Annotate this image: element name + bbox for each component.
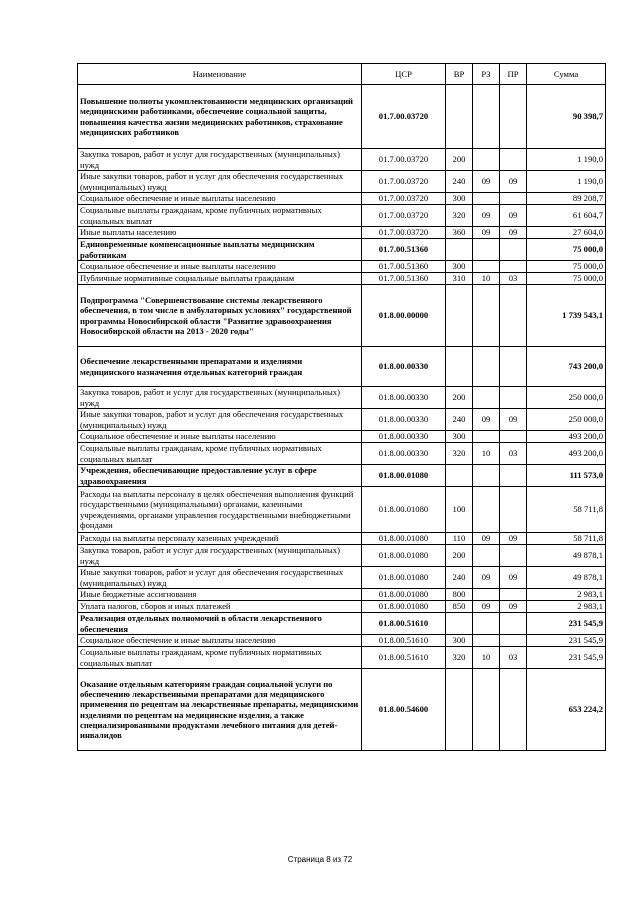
cell-csr: 01.8.00.51610 <box>362 647 446 669</box>
table-row <box>78 647 606 669</box>
cell-csr: 01.8.00.01080 <box>362 589 446 601</box>
cell-csr: 01.8.00.00330 <box>362 443 446 465</box>
cell-csr: 01.7.00.03720 <box>362 85 446 149</box>
cell-csr: 01.8.00.01080 <box>362 465 446 487</box>
cell-vr: 240 <box>446 409 473 431</box>
table-row <box>78 273 606 285</box>
cell-pr <box>500 261 527 273</box>
cell-pr <box>500 613 527 635</box>
cell-vr: 300 <box>446 635 473 647</box>
cell-sum: 89 208,7 <box>527 193 606 205</box>
cell-name: Иные бюджетные ассигнования <box>78 589 362 601</box>
cell-sum: 58 711,8 <box>527 487 606 533</box>
cell-pr: 09 <box>500 227 527 239</box>
cell-vr: 300 <box>446 193 473 205</box>
cell-sum: 90 398,7 <box>527 85 606 149</box>
cell-sum: 75 000,0 <box>527 273 606 285</box>
cell-rz <box>473 465 500 487</box>
cell-name: Социальное обеспечение и иные выплаты населению <box>78 193 362 205</box>
cell-vr: 240 <box>446 567 473 589</box>
cell-name: Социальные выплаты гражданам, кроме публичных нормативных социальных выплат <box>78 205 362 227</box>
table-row <box>78 431 606 443</box>
table-row <box>78 149 606 171</box>
cell-pr: 09 <box>500 533 527 545</box>
cell-pr: 03 <box>500 647 527 669</box>
cell-rz <box>473 193 500 205</box>
cell-csr: 01.8.00.00330 <box>362 431 446 443</box>
cell-vr: 850 <box>446 601 473 613</box>
cell-name: Обеспечение лекарственными препаратами и изделиями медицинского назначения отдельных категорий граждан <box>78 347 362 387</box>
cell-vr: 300 <box>446 261 473 273</box>
cell-name: Закупка товаров, работ и услуг для государственных (муниципальных) нужд <box>78 149 362 171</box>
cell-name: Расходы на выплаты персоналу казенных учреждений <box>78 533 362 545</box>
table-row <box>78 601 606 613</box>
cell-sum: 653 224,2 <box>527 669 606 751</box>
cell-csr: 01.8.00.01080 <box>362 487 446 533</box>
cell-rz <box>473 545 500 567</box>
cell-csr: 01.8.00.00330 <box>362 347 446 387</box>
cell-pr: 09 <box>500 601 527 613</box>
header-csr: ЦСР <box>362 64 446 85</box>
cell-vr: 310 <box>446 273 473 285</box>
table-row <box>78 285 606 347</box>
table-row <box>78 261 606 273</box>
cell-vr: 320 <box>446 443 473 465</box>
cell-name: Реализация отдельных полномочий в области лекарственного обеспечения <box>78 613 362 635</box>
table-row <box>78 465 606 487</box>
cell-vr: 100 <box>446 487 473 533</box>
cell-vr: 320 <box>446 647 473 669</box>
cell-name: Закупка товаров, работ и услуг для государственных (муниципальных) нужд <box>78 387 362 409</box>
cell-sum: 49 878,1 <box>527 567 606 589</box>
table-row <box>78 239 606 261</box>
cell-pr <box>500 589 527 601</box>
cell-vr <box>446 239 473 261</box>
cell-name: Подпрограмма "Совершенствование системы лекарственного обеспечения, в том числе в амбулаторных условиях" государственной программы Новосибирской области "Развитие здравоохранения Новосибирской области на 2013 - 2020 годы" <box>78 285 362 347</box>
cell-pr <box>500 149 527 171</box>
cell-name: Социальное обеспечение и иные выплаты населению <box>78 431 362 443</box>
cell-csr: 01.8.00.01080 <box>362 567 446 589</box>
cell-rz <box>473 261 500 273</box>
cell-pr <box>500 347 527 387</box>
cell-rz <box>473 487 500 533</box>
cell-rz: 09 <box>473 601 500 613</box>
cell-name: Иные выплаты населению <box>78 227 362 239</box>
cell-pr: 03 <box>500 443 527 465</box>
table-row <box>78 635 606 647</box>
cell-rz: 09 <box>473 409 500 431</box>
table-row <box>78 193 606 205</box>
cell-csr: 01.8.00.01080 <box>362 545 446 567</box>
cell-rz <box>473 239 500 261</box>
header-rz: РЗ <box>473 64 500 85</box>
cell-sum: 231 545,9 <box>527 613 606 635</box>
cell-rz: 09 <box>473 227 500 239</box>
cell-csr: 01.7.00.51360 <box>362 273 446 285</box>
cell-name: Иные закупки товаров, работ и услуг для обеспечения государственных (муниципальных) нужд <box>78 171 362 193</box>
cell-pr <box>500 635 527 647</box>
cell-csr: 01.8.00.00000 <box>362 285 446 347</box>
cell-csr: 01.7.00.51360 <box>362 239 446 261</box>
cell-csr: 01.8.00.00330 <box>362 409 446 431</box>
cell-rz: 09 <box>473 567 500 589</box>
cell-name: Учреждения, обеспечивающие предоставление услуг в сфере здравоохранения <box>78 465 362 487</box>
table-row <box>78 567 606 589</box>
header-name: Наименование <box>78 64 362 85</box>
cell-sum: 111 573,0 <box>527 465 606 487</box>
cell-pr: 09 <box>500 171 527 193</box>
cell-name: Оказание отдельным категориям граждан социальной услуги по обеспечению лекарственными препаратами для медицинского применения по рецептам на лекарственные препараты, медицинскими изделиями по рецептам на медицинские изделия, а также специализированными продуктами лечебного питания для детей-инвалидов <box>78 669 362 751</box>
cell-sum: 2 983,1 <box>527 589 606 601</box>
cell-csr: 01.8.00.51610 <box>362 613 446 635</box>
cell-pr <box>500 193 527 205</box>
cell-sum: 231 545,9 <box>527 647 606 669</box>
table-row <box>78 387 606 409</box>
cell-sum: 250 000,0 <box>527 387 606 409</box>
cell-sum: 250 000,0 <box>527 409 606 431</box>
cell-vr <box>446 285 473 347</box>
cell-sum: 1 739 543,1 <box>527 285 606 347</box>
cell-sum: 1 190,0 <box>527 149 606 171</box>
cell-vr: 110 <box>446 533 473 545</box>
cell-pr: 09 <box>500 567 527 589</box>
cell-pr <box>500 239 527 261</box>
cell-sum: 2 983,1 <box>527 601 606 613</box>
cell-pr: 09 <box>500 205 527 227</box>
cell-sum: 27 604,0 <box>527 227 606 239</box>
cell-rz <box>473 149 500 171</box>
cell-sum: 61 604,7 <box>527 205 606 227</box>
cell-csr: 01.7.00.03720 <box>362 171 446 193</box>
cell-sum: 75 000,0 <box>527 239 606 261</box>
table-body <box>78 85 606 751</box>
cell-pr <box>500 487 527 533</box>
cell-pr: 09 <box>500 409 527 431</box>
table-row <box>78 589 606 601</box>
cell-rz <box>473 85 500 149</box>
cell-rz <box>473 669 500 751</box>
table-row <box>78 487 606 533</box>
cell-vr <box>446 85 473 149</box>
cell-rz <box>473 589 500 601</box>
cell-vr <box>446 347 473 387</box>
table-row <box>78 205 606 227</box>
cell-name: Расходы на выплаты персоналу в целях обеспечения выполнения функций государственными (муниципальными) органами, казенными учреждениями, органами управления государственными внебюджетными фондами <box>78 487 362 533</box>
cell-rz: 10 <box>473 443 500 465</box>
table-row <box>78 669 606 751</box>
cell-name: Социальное обеспечение и иные выплаты населению <box>78 261 362 273</box>
cell-name: Иные закупки товаров, работ и услуг для обеспечения государственных (муниципальных) нужд <box>78 409 362 431</box>
cell-name: Единовременные компенсационные выплаты медицинским работникам <box>78 239 362 261</box>
cell-rz <box>473 613 500 635</box>
cell-name: Уплата налогов, сборов и иных платежей <box>78 601 362 613</box>
cell-sum: 743 200,0 <box>527 347 606 387</box>
cell-vr: 320 <box>446 205 473 227</box>
cell-sum: 493 200,0 <box>527 443 606 465</box>
cell-name: Повышение полноты укомплектованности медицинских организаций медицинскими работниками, обеспечение социальной защиты, повышения качества жизни медицинских работников, страхование медицинских работников <box>78 85 362 149</box>
table-row <box>78 347 606 387</box>
table-row <box>78 443 606 465</box>
cell-pr <box>500 669 527 751</box>
table-row <box>78 613 606 635</box>
cell-sum: 1 190,0 <box>527 171 606 193</box>
cell-name: Иные закупки товаров, работ и услуг для обеспечения государственных (муниципальных) нужд <box>78 567 362 589</box>
cell-vr <box>446 669 473 751</box>
cell-rz <box>473 635 500 647</box>
cell-sum: 49 878,1 <box>527 545 606 567</box>
cell-sum: 231 545,9 <box>527 635 606 647</box>
cell-csr: 01.8.00.51610 <box>362 635 446 647</box>
cell-csr: 01.8.00.01080 <box>362 533 446 545</box>
cell-pr <box>500 465 527 487</box>
table-header-row <box>78 64 606 85</box>
cell-rz <box>473 387 500 409</box>
cell-pr <box>500 387 527 409</box>
cell-vr: 240 <box>446 171 473 193</box>
cell-name: Закупка товаров, работ и услуг для государственных (муниципальных) нужд <box>78 545 362 567</box>
table-row <box>78 227 606 239</box>
cell-name: Социальные выплаты гражданам, кроме публичных нормативных социальных выплат <box>78 443 362 465</box>
cell-rz: 09 <box>473 171 500 193</box>
cell-rz: 09 <box>473 205 500 227</box>
table-row <box>78 85 606 149</box>
cell-vr: 200 <box>446 387 473 409</box>
cell-rz: 10 <box>473 273 500 285</box>
cell-csr: 01.7.00.51360 <box>362 261 446 273</box>
cell-name: Социальные выплаты гражданам, кроме публичных нормативных социальных выплат <box>78 647 362 669</box>
cell-name: Социальное обеспечение и иные выплаты населению <box>78 635 362 647</box>
cell-pr <box>500 285 527 347</box>
cell-name: Публичные нормативные социальные выплаты гражданам <box>78 273 362 285</box>
budget-table <box>77 63 606 751</box>
table-row <box>78 171 606 193</box>
cell-csr: 01.7.00.03720 <box>362 227 446 239</box>
cell-vr: 360 <box>446 227 473 239</box>
cell-csr: 01.7.00.03720 <box>362 149 446 171</box>
cell-vr: 300 <box>446 431 473 443</box>
cell-csr: 01.7.00.03720 <box>362 205 446 227</box>
cell-vr <box>446 613 473 635</box>
header-pr: ПР <box>500 64 527 85</box>
cell-rz <box>473 431 500 443</box>
cell-rz <box>473 347 500 387</box>
cell-pr <box>500 431 527 443</box>
cell-rz <box>473 285 500 347</box>
cell-csr: 01.8.00.00330 <box>362 387 446 409</box>
table-row <box>78 533 606 545</box>
cell-csr: 01.8.00.54600 <box>362 669 446 751</box>
cell-vr: 200 <box>446 149 473 171</box>
cell-sum: 58 711,8 <box>527 533 606 545</box>
page-number: Страница 8 из 72 <box>287 855 353 864</box>
header-sum: Сумма <box>527 64 606 85</box>
cell-rz: 10 <box>473 647 500 669</box>
table-row <box>78 545 606 567</box>
cell-csr: 01.7.00.03720 <box>362 193 446 205</box>
cell-vr: 800 <box>446 589 473 601</box>
cell-csr: 01.8.00.01080 <box>362 601 446 613</box>
cell-sum: 75 000,0 <box>527 261 606 273</box>
cell-vr <box>446 465 473 487</box>
table-row <box>78 409 606 431</box>
cell-pr <box>500 545 527 567</box>
cell-sum: 493 200,0 <box>527 431 606 443</box>
cell-pr <box>500 85 527 149</box>
header-vr: ВР <box>446 64 473 85</box>
cell-vr: 200 <box>446 545 473 567</box>
cell-rz: 09 <box>473 533 500 545</box>
cell-pr: 03 <box>500 273 527 285</box>
